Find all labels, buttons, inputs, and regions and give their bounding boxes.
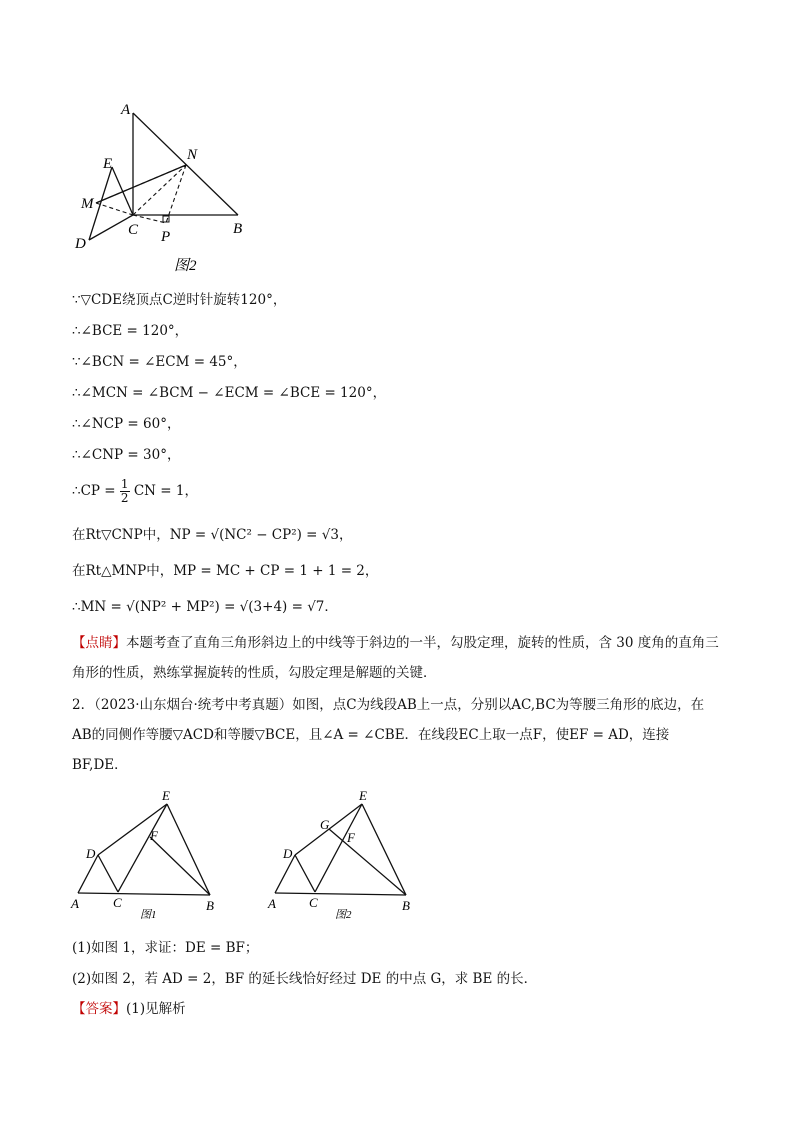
fig2-caption: 图2 — [335, 909, 352, 920]
label-D: D — [75, 236, 86, 252]
label-M: M — [81, 196, 94, 212]
answer-text: (1)见解析 — [126, 1001, 186, 1017]
label-P: P — [161, 229, 171, 245]
fig2-label-B: B — [402, 898, 410, 913]
fig1-label-A: A — [71, 896, 79, 911]
cp-suffix: CN = 1， — [133, 483, 198, 499]
figure-caption: 图2 — [174, 258, 197, 274]
solution-line-5: ∴∠NCP = 60°， — [72, 416, 181, 432]
solution-line-8: 在Rt△MNP中，MP = MC + CP = 1 + 1 = 2， — [72, 563, 379, 579]
fig2-label-A: A — [268, 896, 276, 911]
fig1-label-E: E — [162, 788, 170, 803]
comment-tag: 【点睛】 — [72, 635, 126, 651]
label-C: C — [128, 222, 139, 238]
label-N: N — [187, 147, 198, 163]
fig2-label-D: D — [283, 846, 293, 861]
fig2-label-G: G — [320, 817, 330, 832]
label-B: B — [233, 221, 243, 237]
figure-rotation — [60, 95, 260, 284]
comment-text: 本题考查了直角三角形斜边上的中线等于斜边的一半，勾股定理，旋转的性质，含 30 度角的直角三角形的性质，熟练掌握旋转的性质，勾股定理是解题的关键． — [72, 635, 719, 681]
solution-line-6: ∴∠CNP = 30°， — [72, 447, 181, 463]
fig2-label-F: F — [347, 830, 355, 845]
problem-2-text: 2．（2023·山东烟台·统考中考真题）如图，点C为线段AB上一点，分别以AC,BC为等腰三角形的底边，在AB的同侧作等腰▽ACD和等腰▽BCE，且∠A = ∠CBE．在线段EC上取一点F，使EF = AD，连接BF,DE． — [72, 697, 705, 773]
fig1-label-F: F — [150, 828, 158, 843]
answer-tag: 【答案】 — [72, 1001, 126, 1017]
solution-line-9: ∴MN = √(NP² + MP²) = √(3+4) = √7． — [72, 599, 338, 615]
label-A: A — [121, 102, 131, 118]
figure-1-svg — [68, 785, 228, 920]
fig2-label-E: E — [359, 788, 367, 803]
fig1-label-D: D — [86, 846, 96, 861]
solution-line-7: 在Rt▽CNP中，NP = √(NC² − CP²) = √3， — [72, 527, 353, 543]
solution-line-3: ∵∠BCN = ∠ECM = 45°， — [72, 354, 247, 370]
fraction-denominator: 2 — [120, 491, 129, 505]
figure-2-svg — [263, 785, 423, 920]
fraction-numerator: 1 — [120, 477, 129, 491]
solution-line-1: ∵▽CDE绕顶点C逆时针旋转120°， — [72, 292, 287, 308]
fig2-label-C: C — [309, 895, 318, 910]
fig1-caption: 图1 — [140, 909, 157, 920]
fig1-label-C: C — [113, 895, 122, 910]
solution-line-cp — [72, 476, 198, 506]
question-1: (1)如图 1，求证：DE = BF； — [72, 940, 259, 956]
comment-paragraph — [72, 628, 722, 688]
label-E: E — [103, 156, 113, 172]
fig1-label-B: B — [206, 898, 214, 913]
solution-line-4: ∴∠MCN = ∠BCM − ∠ECM = ∠BCE = 120°， — [72, 385, 387, 401]
figure-2 — [263, 785, 423, 924]
fraction-half — [120, 478, 130, 505]
figure-rotation-svg — [60, 95, 260, 280]
solution-line-2: ∴∠BCE = 120°， — [72, 323, 189, 339]
figure-1 — [68, 785, 228, 924]
answer-line — [72, 999, 186, 1019]
question-2: (2)如图 2，若 AD = 2，BF 的延长线恰好经过 DE 的中点 G，求 BE 的长． — [72, 971, 538, 987]
cp-prefix: ∴CP = — [72, 483, 116, 499]
